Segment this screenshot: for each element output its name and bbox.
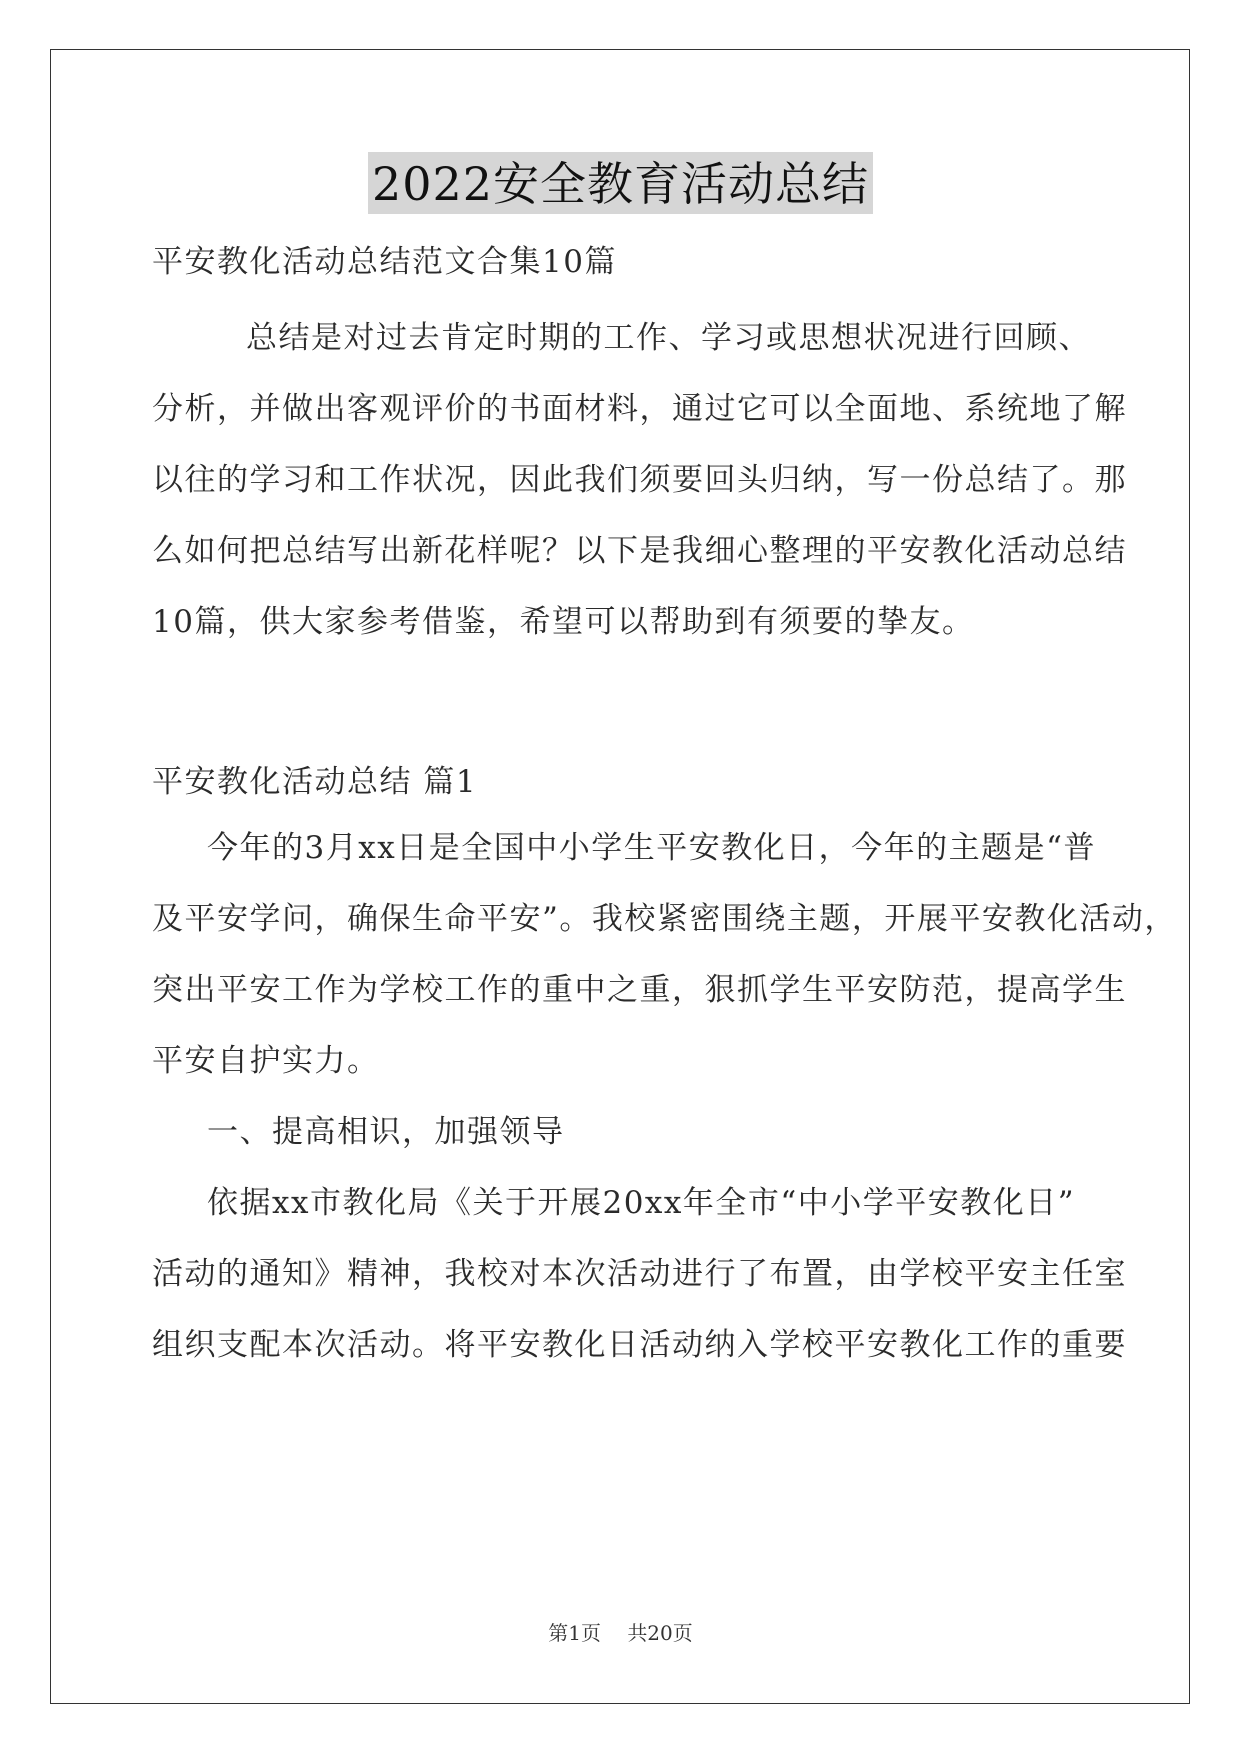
body-line: 依据xx市教化局《关于开展20xx年全市“中小学平安教化日” <box>207 1185 1076 1221</box>
body-line: 及平安学问，确保生命平安”。我校紧密围绕主题，开展平安教化活动， <box>152 901 1177 937</box>
section-heading: 平安教化活动总结 篇1 <box>152 764 478 800</box>
title-container <box>0 152 1241 214</box>
intro-line: 以往的学习和工作状况，因此我们须要回头归纳，写一份总结了。那 <box>152 462 1127 498</box>
body-line: 组织支配本次活动。将平安教化日活动纳入学校平安教化工作的重要 <box>152 1327 1127 1363</box>
document-subtitle: 平安教化活动总结范文合集10篇 <box>152 244 617 280</box>
subsection-heading: 一、提高相识，加强领导 <box>207 1114 565 1150</box>
page-total: 共20页 <box>627 1621 693 1645</box>
intro-line: 么如何把总结写出新花样呢？以下是我细心整理的平安教化活动总结 <box>152 533 1127 569</box>
page-footer <box>0 1620 1241 1646</box>
body-line: 活动的通知》精神，我校对本次活动进行了布置，由学校平安主任室 <box>152 1256 1127 1292</box>
intro-line: 10篇，供大家参考借鉴，希望可以帮助到有须要的挚友。 <box>152 604 975 640</box>
body-line: 突出平安工作为学校工作的重中之重，狠抓学生平安防范，提高学生 <box>152 972 1127 1008</box>
page-number: 第1页 <box>548 1621 601 1645</box>
body-line: 平安自护实力。 <box>152 1043 380 1079</box>
body-line: 今年的3月xx日是全国中小学生平安教化日，今年的主题是“普 <box>207 830 1097 866</box>
intro-line: 分析，并做出客观评价的书面材料，通过它可以全面地、系统地了解 <box>152 391 1127 427</box>
page-border <box>50 49 1190 1704</box>
document-title: 2022安全教育活动总结 <box>368 152 873 214</box>
intro-line: 总结是对过去肯定时期的工作、学习或思想状况进行回顾、 <box>246 320 1091 356</box>
